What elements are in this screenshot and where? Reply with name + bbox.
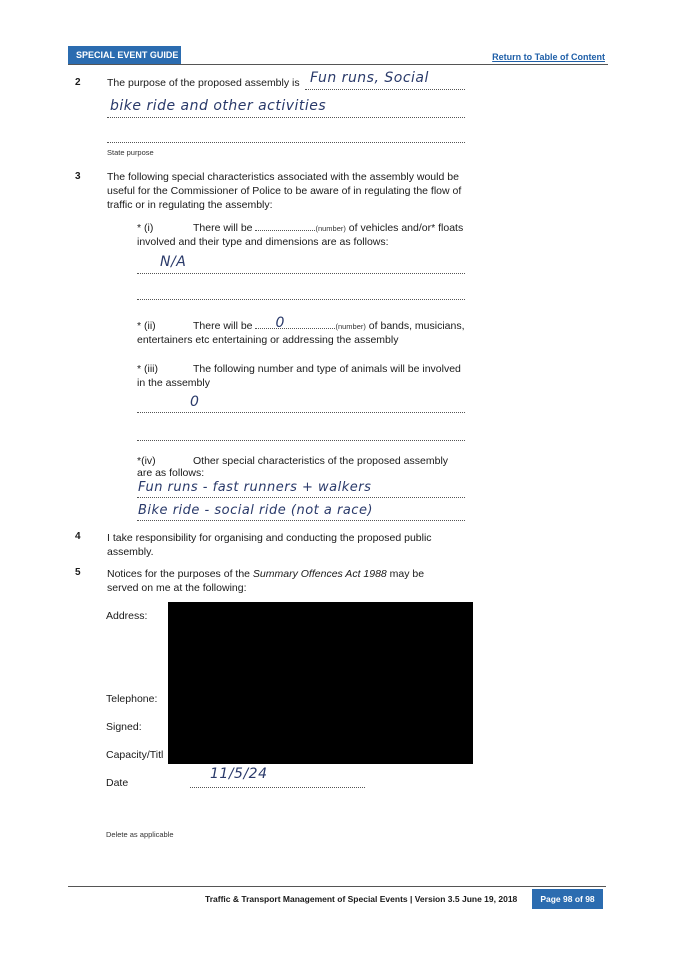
sub-label: *(iv) <box>137 455 156 467</box>
footer-rule <box>68 886 606 887</box>
sub-text: The following number and type of animals will be involved <box>193 363 461 375</box>
fill-line <box>137 412 465 413</box>
footer-text: Traffic & Transport Management of Special Events | Version 3.5 June 19, 2018 <box>205 894 518 904</box>
redaction-block <box>168 602 473 764</box>
item-number: 4 <box>75 531 81 542</box>
sub-text: in the assembly <box>137 377 210 389</box>
sub-text-part: There will be <box>193 320 256 332</box>
signed-label: Signed: <box>106 721 142 733</box>
item5-text <box>107 567 424 581</box>
date-label: Date <box>106 777 129 789</box>
fill-line <box>137 440 465 441</box>
fill-line <box>107 142 465 143</box>
handwritten-date: 11/5/24 <box>210 766 268 782</box>
guide-tab: SPECIAL EVENT GUIDE <box>68 46 181 64</box>
item-number: 5 <box>75 567 81 578</box>
handwritten-answer: 0 <box>190 394 200 410</box>
handwritten-answer: N/A <box>160 254 187 270</box>
sub-text-part: of vehicles and/or* floats <box>345 222 464 234</box>
sub-text: involved and their type and dimensions are as follows: <box>137 236 389 248</box>
delete-note: Delete as applicable <box>106 830 174 839</box>
fill-line <box>255 230 315 231</box>
fill-line <box>255 315 335 331</box>
item2-text: The purpose of the proposed assembly is <box>107 77 300 89</box>
sub-text <box>193 221 463 236</box>
item5-text-part: may be <box>386 568 425 580</box>
fill-line <box>190 787 365 788</box>
capacity-label: Capacity/Titl <box>106 749 164 761</box>
fill-line <box>137 299 465 300</box>
page-number-badge: Page 98 of 98 <box>532 889 603 909</box>
fill-line <box>107 117 465 118</box>
header-rule <box>68 64 608 65</box>
sub-label: * (i) <box>137 222 154 234</box>
sub-label: * (iii) <box>137 363 158 375</box>
sub-text: Other special characteristics of the proposed assembly <box>193 455 449 467</box>
sub-label: * (ii) <box>137 320 156 332</box>
item-number: 3 <box>75 171 81 182</box>
fill-line <box>137 497 465 498</box>
sub-text: entertainers etc entertaining or addressing the assembly <box>137 334 399 346</box>
item-number: 2 <box>75 77 81 88</box>
telephone-label: Telephone: <box>106 693 158 705</box>
handwritten-answer: 0 <box>275 315 285 331</box>
number-hint: (number) <box>315 224 346 233</box>
handwritten-purpose: bike ride and other activities <box>110 98 327 114</box>
sub-text: are as follows: <box>137 467 205 479</box>
sub-text <box>193 315 465 334</box>
address-label: Address: <box>106 610 148 622</box>
handwritten-answer: Bike ride - social ride (not a race) <box>138 503 374 518</box>
fill-line <box>137 273 465 274</box>
act-name: Summary Offences Act 1988 <box>252 568 387 580</box>
sub-text-part: of bands, musicians, <box>365 320 465 332</box>
item3-text: The following special characteristics associated with the assembly would be useful for the Commissioner of Police to be aware of in regulating the flow of traffic or in regulating the assembly: <box>107 171 462 211</box>
item5-text-part: Notices for the purposes of the <box>107 568 253 580</box>
number-hint: (number) <box>335 322 366 331</box>
handwritten-purpose: Fun runs, Social <box>310 70 429 86</box>
item4-text: I take responsibility for organising and conducting the proposed public assembly. <box>107 532 432 558</box>
handwritten-answer: Fun runs - fast runners + walkers <box>138 480 372 495</box>
fill-line <box>137 520 465 521</box>
caption: State purpose <box>107 148 154 157</box>
return-to-toc-link[interactable]: Return to Table of Content <box>492 52 605 62</box>
item5-text: served on me at the following: <box>107 582 247 594</box>
sub-text-part: There will be <box>193 222 256 234</box>
fill-line <box>305 89 465 90</box>
